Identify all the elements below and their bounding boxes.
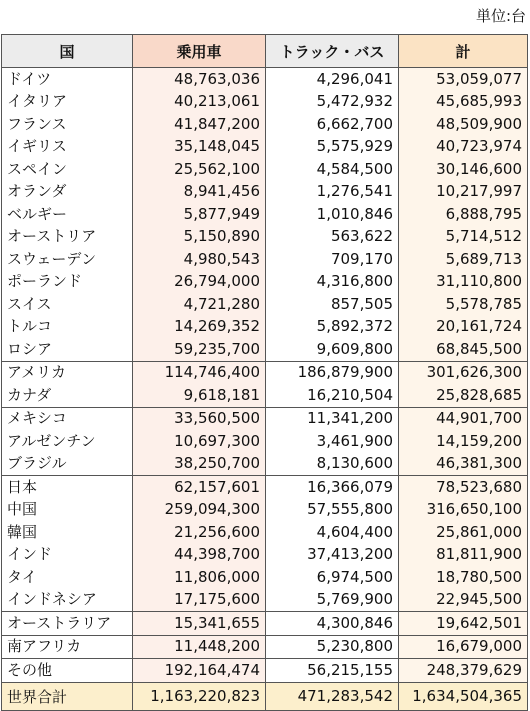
trucks-buses-cell: 4,584,500 bbox=[266, 158, 399, 181]
trucks-buses-cell: 709,170 bbox=[266, 248, 399, 271]
total-cell: 248,379,629 bbox=[399, 659, 528, 683]
country-cell: イタリア bbox=[2, 91, 133, 114]
table-row bbox=[2, 659, 528, 683]
passenger-cars-cell: 5,877,949 bbox=[133, 203, 266, 226]
total-cell: 53,059,077 bbox=[399, 68, 528, 91]
total-label: 世界合計 bbox=[2, 682, 133, 710]
country-cell: 韓国 bbox=[2, 521, 133, 544]
total-cell: 44,901,700 bbox=[399, 407, 528, 430]
table-row bbox=[2, 293, 528, 316]
passenger-cars-cell: 192,164,474 bbox=[133, 659, 266, 683]
country-cell: メキシコ bbox=[2, 407, 133, 430]
passenger-cars-cell: 35,148,045 bbox=[133, 136, 266, 159]
passenger-cars-cell: 4,980,543 bbox=[133, 248, 266, 271]
table-row bbox=[2, 499, 528, 522]
country-cell: インド bbox=[2, 544, 133, 567]
country-cell: 中国 bbox=[2, 499, 133, 522]
table-row bbox=[2, 407, 528, 430]
table-row bbox=[2, 68, 528, 91]
trucks-buses-cell: 11,341,200 bbox=[266, 407, 399, 430]
trucks-buses-cell: 186,879,900 bbox=[266, 361, 399, 384]
trucks-buses-cell: 3,461,900 bbox=[266, 430, 399, 453]
trucks-buses-cell: 57,555,800 bbox=[266, 499, 399, 522]
table-row bbox=[2, 453, 528, 476]
header-country: 国 bbox=[2, 35, 133, 68]
total-cell: 301,626,300 bbox=[399, 361, 528, 384]
passenger-cars-cell: 44,398,700 bbox=[133, 544, 266, 567]
total-cell: 68,845,500 bbox=[399, 338, 528, 361]
country-cell: 日本 bbox=[2, 476, 133, 499]
passenger-cars-cell: 11,806,000 bbox=[133, 566, 266, 589]
total-cell: 22,945,500 bbox=[399, 589, 528, 612]
country-cell: オーストリア bbox=[2, 226, 133, 249]
passenger-cars-cell: 5,150,890 bbox=[133, 226, 266, 249]
table-row bbox=[2, 316, 528, 339]
total-sum: 1,634,504,365 bbox=[399, 682, 528, 710]
country-cell: スペイン bbox=[2, 158, 133, 181]
table-row bbox=[2, 635, 528, 659]
trucks-buses-cell: 5,892,372 bbox=[266, 316, 399, 339]
table-row bbox=[2, 566, 528, 589]
passenger-cars-cell: 26,794,000 bbox=[133, 271, 266, 294]
table-row bbox=[2, 226, 528, 249]
table-row bbox=[2, 136, 528, 159]
table-row bbox=[2, 203, 528, 226]
total-cell: 30,146,600 bbox=[399, 158, 528, 181]
trucks-buses-cell: 857,505 bbox=[266, 293, 399, 316]
table-row bbox=[2, 113, 528, 136]
country-cell: ドイツ bbox=[2, 68, 133, 91]
trucks-buses-cell: 5,472,932 bbox=[266, 91, 399, 114]
trucks-buses-cell: 16,210,504 bbox=[266, 384, 399, 407]
country-cell: オーストラリア bbox=[2, 612, 133, 636]
total-passenger-cars: 1,163,220,823 bbox=[133, 682, 266, 710]
total-cell: 19,642,501 bbox=[399, 612, 528, 636]
table-row bbox=[2, 544, 528, 567]
passenger-cars-cell: 15,341,655 bbox=[133, 612, 266, 636]
total-cell: 18,780,500 bbox=[399, 566, 528, 589]
country-cell: オランダ bbox=[2, 181, 133, 204]
total-cell: 316,650,100 bbox=[399, 499, 528, 522]
table-row bbox=[2, 521, 528, 544]
table-row bbox=[2, 158, 528, 181]
country-cell: その他 bbox=[2, 659, 133, 683]
trucks-buses-cell: 5,575,929 bbox=[266, 136, 399, 159]
table-body bbox=[2, 68, 528, 683]
trucks-buses-cell: 16,366,079 bbox=[266, 476, 399, 499]
table-row bbox=[2, 248, 528, 271]
table-row bbox=[2, 338, 528, 361]
trucks-buses-cell: 4,604,400 bbox=[266, 521, 399, 544]
passenger-cars-cell: 62,157,601 bbox=[133, 476, 266, 499]
trucks-buses-cell: 5,769,900 bbox=[266, 589, 399, 612]
passenger-cars-cell: 41,847,200 bbox=[133, 113, 266, 136]
total-trucks-buses: 471,283,542 bbox=[266, 682, 399, 710]
trucks-buses-cell: 4,300,846 bbox=[266, 612, 399, 636]
passenger-cars-cell: 17,175,600 bbox=[133, 589, 266, 612]
country-cell: ロシア bbox=[2, 338, 133, 361]
country-cell: タイ bbox=[2, 566, 133, 589]
passenger-cars-cell: 14,269,352 bbox=[133, 316, 266, 339]
passenger-cars-cell: 9,618,181 bbox=[133, 384, 266, 407]
table-row bbox=[2, 181, 528, 204]
header-passenger-cars: 乗用車 bbox=[133, 35, 266, 68]
country-cell: アルゼンチン bbox=[2, 430, 133, 453]
trucks-buses-cell: 5,230,800 bbox=[266, 635, 399, 659]
total-cell: 46,381,300 bbox=[399, 453, 528, 476]
total-cell: 10,217,997 bbox=[399, 181, 528, 204]
passenger-cars-cell: 259,094,300 bbox=[133, 499, 266, 522]
trucks-buses-cell: 9,609,800 bbox=[266, 338, 399, 361]
passenger-cars-cell: 59,235,700 bbox=[133, 338, 266, 361]
country-cell: トルコ bbox=[2, 316, 133, 339]
total-cell: 5,578,785 bbox=[399, 293, 528, 316]
passenger-cars-cell: 21,256,600 bbox=[133, 521, 266, 544]
total-cell: 16,679,000 bbox=[399, 635, 528, 659]
trucks-buses-cell: 4,316,800 bbox=[266, 271, 399, 294]
vehicle-ownership-table bbox=[1, 34, 528, 711]
passenger-cars-cell: 8,941,456 bbox=[133, 181, 266, 204]
total-cell: 31,110,800 bbox=[399, 271, 528, 294]
trucks-buses-cell: 37,413,200 bbox=[266, 544, 399, 567]
total-cell: 45,685,993 bbox=[399, 91, 528, 114]
unit-label: 単位:台 bbox=[475, 7, 526, 25]
total-cell: 78,523,680 bbox=[399, 476, 528, 499]
passenger-cars-cell: 33,560,500 bbox=[133, 407, 266, 430]
table-row bbox=[2, 91, 528, 114]
total-cell: 6,888,795 bbox=[399, 203, 528, 226]
trucks-buses-cell: 1,276,541 bbox=[266, 181, 399, 204]
table-row bbox=[2, 476, 528, 499]
table-row bbox=[2, 430, 528, 453]
total-cell: 25,828,685 bbox=[399, 384, 528, 407]
country-cell: スイス bbox=[2, 293, 133, 316]
trucks-buses-cell: 6,662,700 bbox=[266, 113, 399, 136]
country-cell: アメリカ bbox=[2, 361, 133, 384]
total-cell: 5,689,713 bbox=[399, 248, 528, 271]
header-total: 計 bbox=[399, 35, 528, 68]
trucks-buses-cell: 6,974,500 bbox=[266, 566, 399, 589]
trucks-buses-cell: 56,215,155 bbox=[266, 659, 399, 683]
table-row bbox=[2, 612, 528, 636]
country-cell: ポーランド bbox=[2, 271, 133, 294]
header-trucks-buses: トラック・バス bbox=[266, 35, 399, 68]
trucks-buses-cell: 563,622 bbox=[266, 226, 399, 249]
country-cell: スウェーデン bbox=[2, 248, 133, 271]
country-cell: 南アフリカ bbox=[2, 635, 133, 659]
passenger-cars-cell: 25,562,100 bbox=[133, 158, 266, 181]
passenger-cars-cell: 38,250,700 bbox=[133, 453, 266, 476]
table-row bbox=[2, 589, 528, 612]
country-cell: イギリス bbox=[2, 136, 133, 159]
passenger-cars-cell: 10,697,300 bbox=[133, 430, 266, 453]
passenger-cars-cell: 4,721,280 bbox=[133, 293, 266, 316]
trucks-buses-cell: 4,296,041 bbox=[266, 68, 399, 91]
country-cell: インドネシア bbox=[2, 589, 133, 612]
passenger-cars-cell: 114,746,400 bbox=[133, 361, 266, 384]
passenger-cars-cell: 11,448,200 bbox=[133, 635, 266, 659]
total-cell: 14,159,200 bbox=[399, 430, 528, 453]
country-cell: フランス bbox=[2, 113, 133, 136]
passenger-cars-cell: 48,763,036 bbox=[133, 68, 266, 91]
total-cell: 5,714,512 bbox=[399, 226, 528, 249]
total-row bbox=[2, 682, 528, 710]
total-cell: 48,509,900 bbox=[399, 113, 528, 136]
table-row bbox=[2, 271, 528, 294]
total-cell: 81,811,900 bbox=[399, 544, 528, 567]
header-row bbox=[2, 35, 528, 68]
country-cell: ブラジル bbox=[2, 453, 133, 476]
total-cell: 40,723,974 bbox=[399, 136, 528, 159]
trucks-buses-cell: 8,130,600 bbox=[266, 453, 399, 476]
country-cell: ベルギー bbox=[2, 203, 133, 226]
total-cell: 25,861,000 bbox=[399, 521, 528, 544]
table-row bbox=[2, 361, 528, 384]
passenger-cars-cell: 40,213,061 bbox=[133, 91, 266, 114]
total-cell: 20,161,724 bbox=[399, 316, 528, 339]
country-cell: カナダ bbox=[2, 384, 133, 407]
trucks-buses-cell: 1,010,846 bbox=[266, 203, 399, 226]
table-row bbox=[2, 384, 528, 407]
